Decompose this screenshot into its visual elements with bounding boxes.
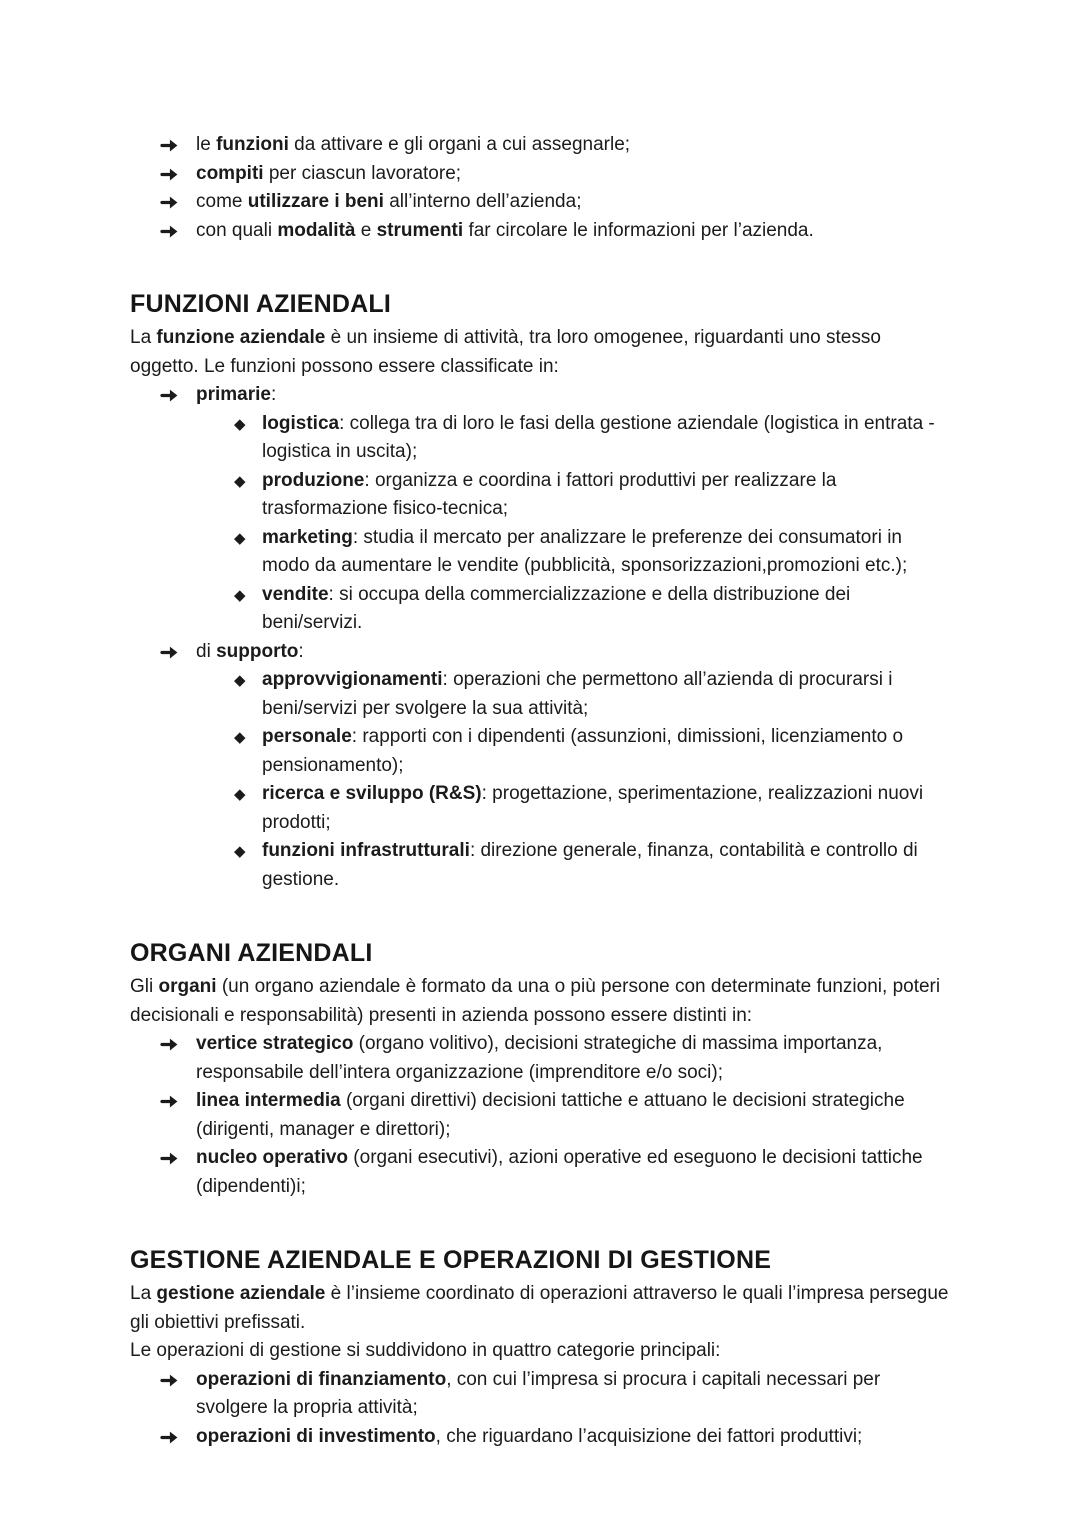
text-run <box>130 327 881 377</box>
plain-text: per ciascun lavoratore; <box>263 162 462 184</box>
list-item <box>160 381 952 410</box>
text-run <box>130 1283 949 1333</box>
text-run <box>262 581 952 638</box>
plain-text: (organi direttivi) decisioni tattiche e attuano le decisioni strategiche (dirigenti, manager e direttori); <box>196 1090 905 1140</box>
arrow-bullet-icon <box>160 638 196 662</box>
list-item <box>160 638 952 667</box>
arrow-bullet-icon <box>160 131 196 155</box>
text-run <box>196 160 952 189</box>
list-item <box>160 160 952 189</box>
plain-text: far circolare le informazioni per l’azienda. <box>463 219 814 241</box>
plain-text: La <box>130 1283 157 1304</box>
list-item <box>160 217 952 246</box>
plain-text: (organo volitivo), decisioni strategiche di massima importanza, responsabile dell’intera organizzazione (imprenditore e/o soci); <box>196 1033 883 1083</box>
arrow-bullet-icon <box>160 217 196 241</box>
arrow-bullet-icon <box>160 1087 196 1111</box>
bold-text: operazioni di finanziamento <box>196 1368 447 1390</box>
plain-text: è un insieme di attività, tra loro omogenee, riguardanti uno stesso oggetto. Le funzioni possono essere classificate in: <box>130 327 881 377</box>
arrow-bullet-icon <box>160 1366 196 1390</box>
bold-text: funzioni <box>216 134 289 155</box>
section-paragraph <box>130 1280 952 1337</box>
plain-text: da attivare e gli organi a cui assegnarle; <box>288 134 631 155</box>
diamond-bullet-icon: ◆ <box>234 728 246 746</box>
list-item <box>160 1144 952 1201</box>
text-run <box>196 1366 952 1423</box>
bold-text: compiti <box>196 162 264 184</box>
document-section <box>130 938 952 1201</box>
plain-text: di <box>196 640 217 662</box>
text-run <box>262 666 952 723</box>
text-run <box>130 976 940 1026</box>
sub-list-item <box>234 780 952 837</box>
plain-text: : direzione generale, finanza, contabilità e controllo di gestione. <box>262 840 918 890</box>
text-run <box>196 131 952 160</box>
plain-text: le <box>196 134 217 155</box>
bold-text: utilizzare i beni <box>247 191 384 212</box>
diamond-bullet-icon: ◆ <box>234 842 246 860</box>
bold-text: marketing <box>262 526 353 548</box>
bold-text: logistica <box>262 412 340 434</box>
bold-text: organi <box>158 976 217 997</box>
list-item <box>160 188 952 217</box>
sub-list-item <box>234 666 952 723</box>
bold-text: primarie <box>196 384 271 405</box>
plain-text: , con cui l’impresa si procura i capitali necessari per svolgere la propria attività; <box>196 1368 881 1418</box>
bold-text: operazioni di investimento <box>196 1425 436 1447</box>
bold-text: strumenti <box>376 219 464 241</box>
diamond-bullet-icon: ◆ <box>234 585 246 604</box>
section-heading: ORGANI AZIENDALI <box>130 939 373 967</box>
text-run <box>196 1144 952 1201</box>
plain-text: : <box>270 384 277 405</box>
section-heading: FUNZIONI AZIENDALI <box>130 290 391 318</box>
plain-text: : collega tra di loro le fasi della gestione aziendale (logistica in entrata - logistica in uscita); <box>262 412 935 462</box>
sub-list-item <box>234 581 952 638</box>
diamond-bullet-icon: ◆ <box>234 528 246 547</box>
bold-text: modalità <box>277 219 356 241</box>
bold-text: nucleo operativo <box>196 1147 349 1168</box>
text-run <box>262 410 952 467</box>
bold-text: supporto <box>216 640 299 662</box>
list-item <box>160 1423 952 1452</box>
text-run <box>262 467 952 524</box>
section-paragraph <box>130 973 952 1030</box>
text-run <box>196 1030 952 1087</box>
plain-text: : operazioni che permettono all’azienda di procurarsi i beni/servizi per svolgere la sua attività; <box>262 669 893 719</box>
arrow-bullet-icon <box>160 1030 196 1054</box>
bold-text: vendite <box>262 583 329 605</box>
arrow-bullet-icon <box>160 1144 196 1168</box>
arrow-bullet-icon <box>160 1423 196 1447</box>
bold-text: ricerca e sviluppo (R&S) <box>262 783 482 804</box>
section-paragraph <box>130 324 952 381</box>
plain-text: La <box>130 327 157 348</box>
bold-text: produzione <box>262 469 365 491</box>
plain-text: (un organo aziendale è formato da una o più persone con determinate funzioni, poteri decisionali e responsabilità) presenti in azienda possono essere distinti in: <box>130 976 941 1026</box>
plain-text: : organizza e coordina i fattori produttivi per realizzare la trasformazione fisico-tecnica; <box>262 469 837 519</box>
plain-text: è l’insieme coordinato di operazioni attraverso le quali l’impresa persegue gli obiettivi prefissati. <box>130 1283 949 1333</box>
diamond-bullet-icon: ◆ <box>234 414 246 433</box>
diamond-bullet-icon: ◆ <box>234 471 246 490</box>
section-heading: GESTIONE AZIENDALE E OPERAZIONI DI GESTIONE <box>130 1246 772 1274</box>
text-run <box>196 381 952 410</box>
sub-list-item <box>234 410 952 467</box>
text-run <box>196 217 952 246</box>
plain-text: Le operazioni di gestione si suddividono in quattro categorie principali: <box>130 1340 721 1361</box>
text-run <box>196 1087 952 1144</box>
diamond-bullet-icon: ◆ <box>234 671 246 689</box>
plain-text: (organi esecutivi), azioni operative ed eseguono le decisioni tattiche (dipendenti)i; <box>196 1147 923 1197</box>
list-item <box>160 131 952 160</box>
plain-text: : si occupa della commercializzazione e della distribuzione dei beni/servizi. <box>262 583 851 633</box>
arrow-bullet-icon <box>160 381 196 405</box>
text-run <box>196 188 952 217</box>
list-item <box>160 1366 952 1423</box>
document-section <box>130 1245 952 1451</box>
plain-text: come <box>196 191 248 212</box>
bold-text: approvvigionamenti <box>262 669 443 690</box>
bold-text: gestione aziendale <box>156 1283 326 1304</box>
text-run <box>196 638 952 667</box>
plain-text: all’interno dell’azienda; <box>383 191 582 212</box>
text-run <box>262 780 952 837</box>
bold-text: vertice strategico <box>196 1033 354 1054</box>
plain-text: : <box>298 640 304 662</box>
plain-text: e <box>355 219 377 241</box>
sub-list-item <box>234 467 952 524</box>
bold-text: personale <box>262 726 352 747</box>
sub-list-item <box>234 723 952 780</box>
plain-text: , che riguardano l’acquisizione dei fattori produttivi; <box>435 1425 863 1447</box>
arrow-bullet-icon <box>160 160 196 184</box>
plain-text: : studia il mercato per analizzare le preferenze dei consumatori in modo da aumentare le vendite (pubblicità, sponsorizzazioni,promozioni etc.); <box>262 526 908 576</box>
list-item <box>160 1030 952 1087</box>
document-section <box>130 289 952 894</box>
arrow-bullet-icon <box>160 188 196 212</box>
bold-text: linea intermedia <box>196 1090 341 1111</box>
text-run <box>262 524 952 581</box>
section-paragraph <box>130 1337 952 1366</box>
diamond-bullet-icon: ◆ <box>234 785 246 803</box>
text-run <box>262 723 952 780</box>
plain-text: : progettazione, sperimentazione, realizzazioni nuovi prodotti; <box>262 783 924 833</box>
sub-list-item <box>234 524 952 581</box>
text-run <box>130 1340 720 1361</box>
list-item <box>160 1087 952 1144</box>
bold-text: funzioni infrastrutturali <box>262 840 470 861</box>
text-run <box>262 837 952 894</box>
plain-text: Gli <box>130 976 159 997</box>
plain-text: : rapporti con i dipendenti (assunzioni, dimissioni, licenziamento o pensionamento); <box>262 726 904 776</box>
text-run <box>196 1423 952 1452</box>
plain-text: con quali <box>196 219 278 241</box>
sub-list-item <box>234 837 952 894</box>
bold-text: funzione aziendale <box>156 327 326 348</box>
